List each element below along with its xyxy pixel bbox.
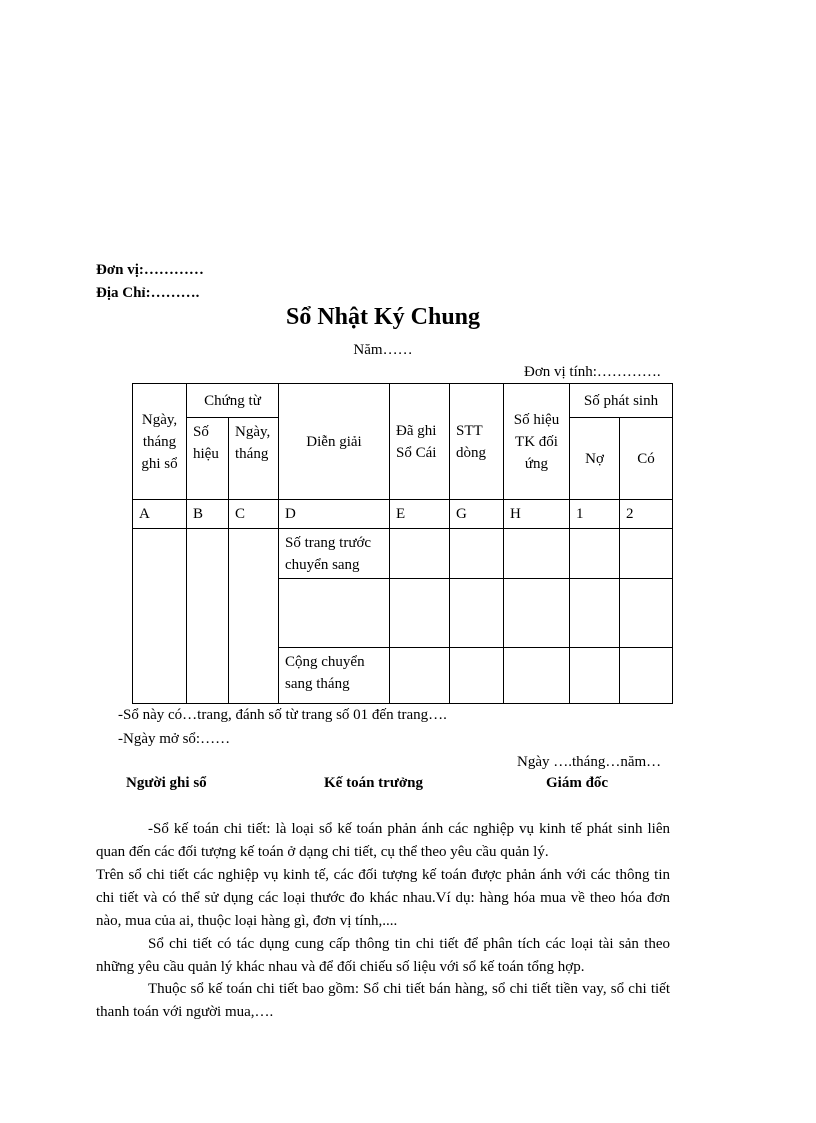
general-journal-table (132, 383, 673, 704)
code-cell: 2 (620, 500, 673, 529)
header-voucher-number: Số hiệu (187, 418, 229, 500)
open-date-note: -Ngày mở sổ:…… (118, 731, 231, 747)
page-title: Sổ Nhật Ký Chung (285, 304, 481, 330)
date-column-cell (133, 529, 187, 704)
empty-cell (620, 579, 673, 648)
empty-cell (570, 579, 620, 648)
header-debit: Nợ (570, 418, 620, 500)
paragraph-detail-ledger-types: Thuộc sổ kế toán chi tiết bao gồm: Sổ chi tiết bán hàng, sổ chi tiết tiền vay, sổ chi tiết thanh toán với người mua,…. (96, 981, 670, 1020)
row-description: Cộng chuyển sang tháng (279, 648, 390, 704)
code-cell: A (133, 500, 187, 529)
header-voucher: Chứng từ (187, 384, 279, 418)
empty-cell (570, 648, 620, 704)
header-posted-ledger: Đã ghi Sổ Cái (390, 384, 450, 500)
header-voucher-date: Ngày, tháng (229, 418, 279, 500)
empty-cell (450, 529, 504, 579)
header-date-recorded: Ngày, tháng ghi sổ (133, 384, 187, 500)
signature-date-line: Ngày ….tháng…năm… (517, 754, 662, 770)
empty-cell (450, 648, 504, 704)
voucher-number-column-cell (187, 529, 229, 704)
empty-cell (620, 529, 673, 579)
row-description: Số trang trước chuyển sang (279, 529, 390, 579)
voucher-date-column-cell (229, 529, 279, 704)
header-description: Diễn giải (279, 384, 390, 500)
empty-cell (620, 648, 673, 704)
code-cell: G (450, 500, 504, 529)
empty-cell (504, 579, 570, 648)
row-description (279, 579, 390, 648)
recorder-signature-label: Người ghi sổ (126, 775, 207, 791)
paragraph-detail-ledger-definition: -Sổ kế toán chi tiết: là loại sổ kế toán phản ánh các nghiệp vụ kinh tế phát sinh liên quan đến các đối tượng kế toán ở dạng chi tiết, cụ thể theo yêu cầu quản lý. (96, 821, 670, 860)
empty-cell (450, 579, 504, 648)
empty-cell (390, 579, 450, 648)
code-cell: D (279, 500, 390, 529)
header-amount: Số phát sinh (570, 384, 673, 418)
code-row (133, 500, 673, 529)
empty-cell (504, 648, 570, 704)
unit-label: Đơn vị:………… (96, 262, 204, 278)
paragraph-detail-ledger-purpose: Sổ chi tiết có tác dụng cung cấp thông tin chi tiết để phân tích các loại tài sản theo những yêu cầu quản lý khác nhau và để đối chiếu số liệu với sổ kế toán tổng hợp. (96, 936, 670, 975)
header-account-code: Số hiệu TK đối ứng (504, 384, 570, 500)
empty-cell (390, 529, 450, 579)
header-line-no: STT dòng (450, 384, 504, 500)
address-label: Địa Chỉ:………. (96, 285, 200, 301)
code-cell: B (187, 500, 229, 529)
code-cell: 1 (570, 500, 620, 529)
code-cell: E (390, 500, 450, 529)
table-row (133, 529, 673, 579)
measure-unit-label: Đơn vị tính:…………. (524, 364, 661, 380)
empty-cell (390, 648, 450, 704)
code-cell: C (229, 500, 279, 529)
pages-note: -Sổ này có…trang, đánh số từ trang số 01 đến trang…. (118, 707, 447, 723)
director-signature-label: Giám đốc (546, 775, 609, 791)
empty-cell (504, 529, 570, 579)
chief-accountant-signature-label: Kế toán trưởng (324, 775, 423, 791)
empty-cell (570, 529, 620, 579)
code-cell: H (504, 500, 570, 529)
year-label: Năm…… (353, 342, 413, 358)
paragraph-detail-ledger-content: Trên sổ chi tiết các nghiệp vụ kinh tế, các đối tượng kế toán được phản ánh với các thông tin chi tiết và có thể sử dụng các loại thước đo khác nhau.Ví dụ: hàng hóa mua về theo hóa đơn nào, mua của ai, thuộc loại hàng gì, đơn vị tính,.... (96, 867, 670, 929)
header-credit: Có (620, 418, 673, 500)
